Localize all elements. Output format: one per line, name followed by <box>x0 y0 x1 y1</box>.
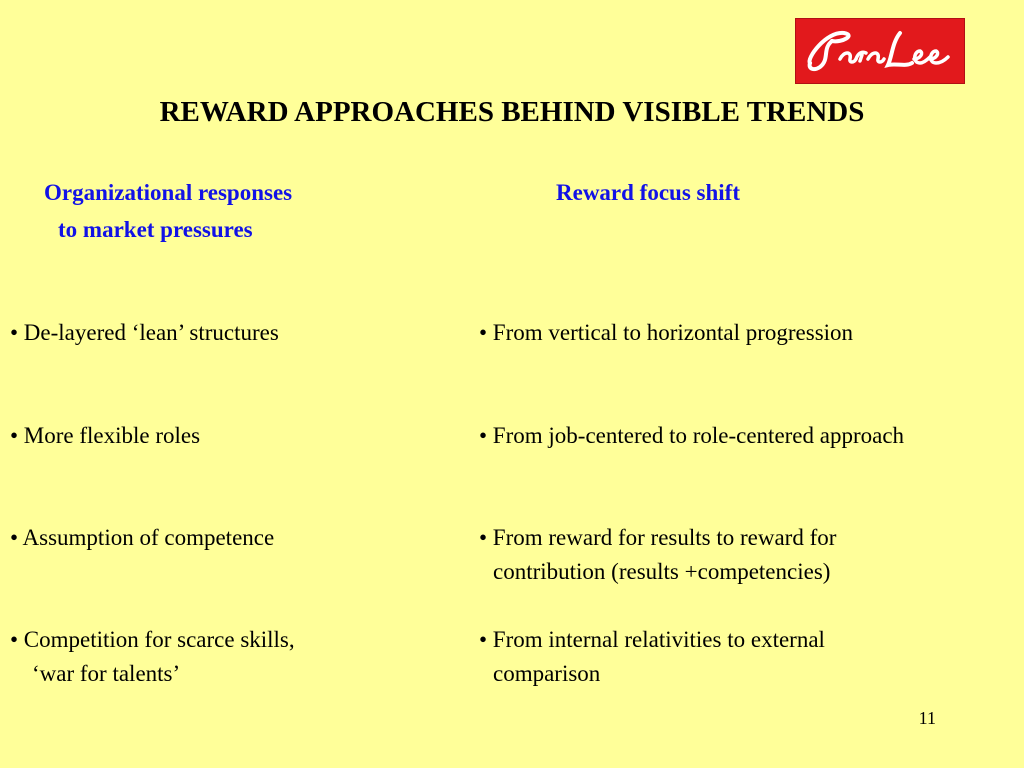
right-bullet-4-line-2: comparison <box>493 661 601 686</box>
left-column-heading <box>44 174 292 248</box>
left-heading-line-1: Organizational responses <box>44 180 293 205</box>
right-bullet-3-line-1: • From reward for results to reward for <box>479 525 837 550</box>
right-bullet-2 <box>479 419 904 453</box>
right-bullet-4-line-1: • From internal relativities to external <box>479 627 825 652</box>
right-bullet-1 <box>479 316 853 350</box>
left-bullet-1 <box>10 316 279 350</box>
left-bullet-4-line-2: ‘war for talents’ <box>32 661 181 686</box>
right-column-heading: Reward focus shift <box>556 180 740 205</box>
right-bullet-1-line-1: • From vertical to horizontal progression <box>479 320 854 345</box>
sara-lee-logo <box>795 18 965 84</box>
right-bullet-2-line-1: • From job-centered to role-centered approach <box>479 423 905 448</box>
right-bullet-3 <box>479 521 836 589</box>
left-bullet-1-line-1: • De-layered ‘lean’ structures <box>10 320 279 345</box>
right-bullet-4 <box>479 623 825 691</box>
slide-title: REWARD APPROACHES BEHIND VISIBLE TRENDS <box>159 96 865 128</box>
left-bullet-2-line-1: • More flexible roles <box>10 423 201 448</box>
right-bullet-3-line-2: contribution (results +competencies) <box>493 559 831 584</box>
left-bullet-2 <box>10 419 200 453</box>
page-number: 11 <box>918 708 936 728</box>
left-heading-line-2: to market pressures <box>58 217 253 242</box>
left-bullet-4 <box>10 623 295 691</box>
sara-lee-logo-mark <box>796 19 964 83</box>
left-bullet-4-line-1: • Competition for scarce skills, <box>10 627 295 652</box>
left-bullet-3 <box>10 521 274 555</box>
left-bullet-3-line-1: • Assumption of competence <box>10 525 275 550</box>
